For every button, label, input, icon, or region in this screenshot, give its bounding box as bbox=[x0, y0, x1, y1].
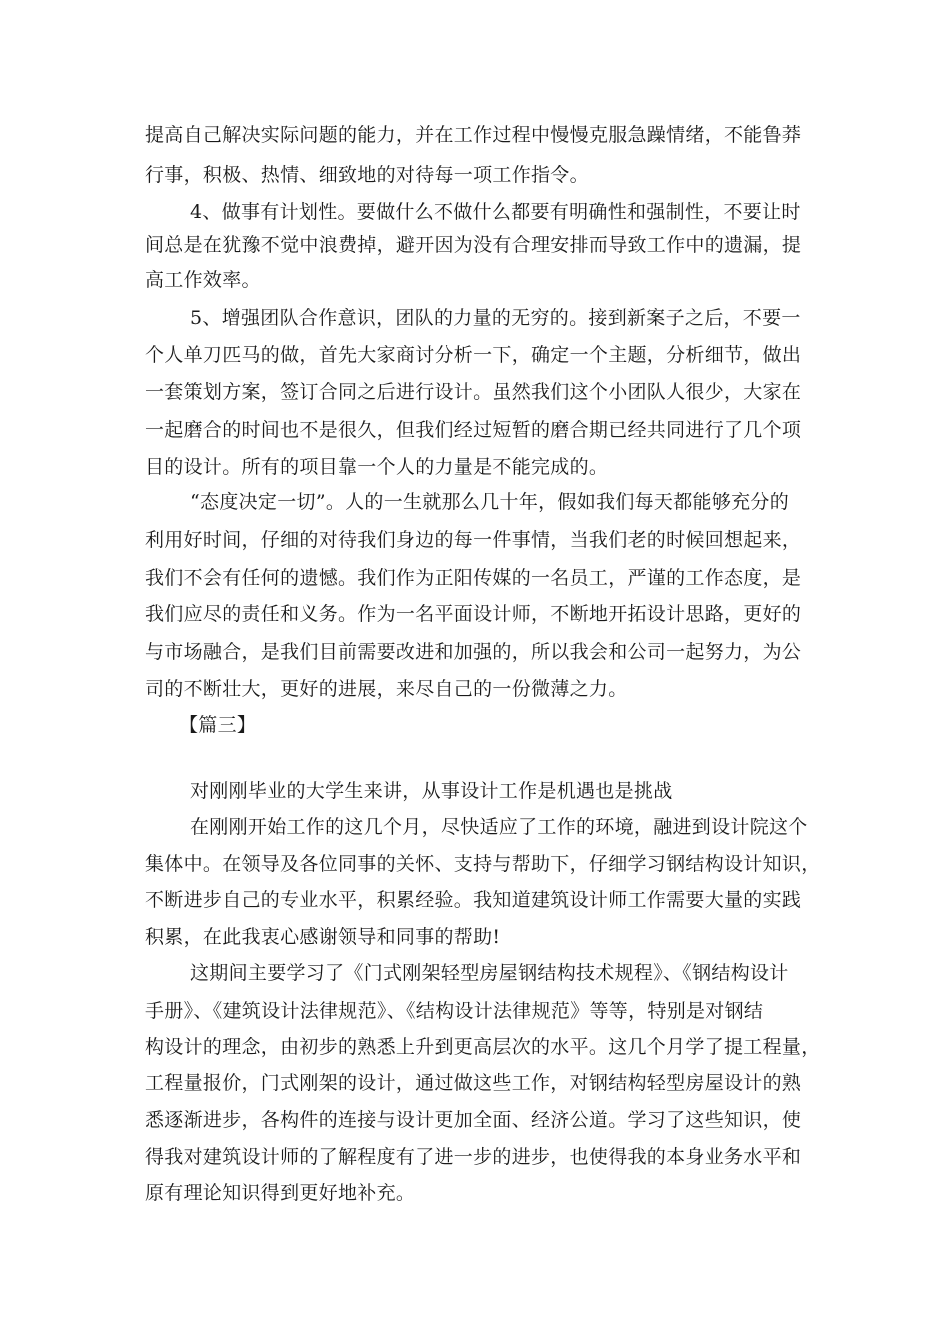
text-line: “态度决定一切”。人的一生就那么几十年，假如我们每天都能够充分的 bbox=[190, 491, 790, 513]
text-line: 构设计的理念，由初步的熟悉上升到更高层次的水平。这几个月学了提工程量， bbox=[145, 1036, 821, 1058]
text-line: 一起磨合的时间也不是很久，但我们经过短暂的磨合期已经共同进行了几个项 bbox=[145, 419, 802, 441]
text-line: 不断进步自己的专业水平，积累经验。我知道建筑设计师工作需要大量的实践 bbox=[145, 889, 802, 911]
section-subtitle: 对刚刚毕业的大学生来讲，从事设计工作是机遇也是挑战 bbox=[190, 780, 673, 802]
text-line: 目的设计。所有的项目靠一个人的力量是不能完成的。 bbox=[145, 456, 609, 478]
text-line: 司的不断壮大，更好的进展，来尽自己的一份微薄之力。 bbox=[145, 678, 628, 700]
text-line: 工程量报价，门式刚架的设计，通过做这些工作，对钢结构轻型房屋设计的熟 bbox=[145, 1072, 802, 1094]
text-line: 一套策划方案，签订合同之后进行设计。虽然我们这个小团队人很少，大家在 bbox=[145, 381, 802, 403]
text-line: 与市场融合，是我们目前需要改进和加强的，所以我会和公司一起努力，为公 bbox=[145, 641, 802, 663]
text-line: 集体中。在领导及各位同事的关怀、支持与帮助下，仔细学习钢结构设计知识， bbox=[145, 853, 821, 875]
text-line: 5、增强团队合作意识，团队的力量的无穷的。接到新案子之后，不要一 bbox=[190, 307, 801, 329]
text-line: 这期间主要学习了《门式刚架轻型房屋钢结构技术规程》、《钢结构设计 bbox=[190, 962, 789, 984]
text-line: 间总是在犹豫不觉中浪费掉，避开因为没有合理安排而导致工作中的遗漏，提 bbox=[145, 234, 802, 256]
text-line: 积累，在此我衷心感谢领导和同事的帮助! bbox=[145, 926, 501, 948]
text-line: 手册》、《建筑设计法律规范》、《结构设计法律规范》等等，特别是对钢结 bbox=[145, 1000, 764, 1022]
text-line: 行事，积极、热情、细致地的对待每一项工作指令。 bbox=[145, 164, 589, 186]
text-line: 提高自己解决实际问题的能力，并在工作过程中慢慢克服急躁情绪，不能鲁莽 bbox=[145, 124, 802, 146]
text-line: 我们应尽的责任和义务。作为一名平面设计师，不断地开拓设计思路，更好的 bbox=[145, 603, 802, 625]
section-heading: 【篇三】 bbox=[179, 714, 257, 736]
text-line: 高工作效率。 bbox=[145, 269, 261, 291]
text-line: 利用好时间，仔细的对待我们身边的每一件事情，当我们老的时候回想起来， bbox=[145, 529, 802, 551]
text-line: 原有理论知识得到更好地补充。 bbox=[145, 1182, 416, 1204]
text-line: 4、做事有计划性。要做什么不做什么都要有明确性和强制性，不要让时 bbox=[190, 201, 801, 223]
text-line: 个人单刀匹马的做，首先大家商讨分析一下，确定一个主题，分析细节，做出 bbox=[145, 344, 802, 366]
text-line: 得我对建筑设计师的了解程度有了进一步的进步，也使得我的本身业务水平和 bbox=[145, 1146, 802, 1168]
text-line: 悉逐渐进步，各构件的连接与设计更加全面、经济公道。学习了这些知识，使 bbox=[145, 1109, 802, 1131]
text-line: 在刚刚开始工作的这几个月，尽快适应了工作的环境，融进到设计院这个 bbox=[190, 816, 808, 838]
text-line: 我们不会有任何的遗憾。我们作为正阳传媒的一名员工，严谨的工作态度，是 bbox=[145, 567, 802, 589]
